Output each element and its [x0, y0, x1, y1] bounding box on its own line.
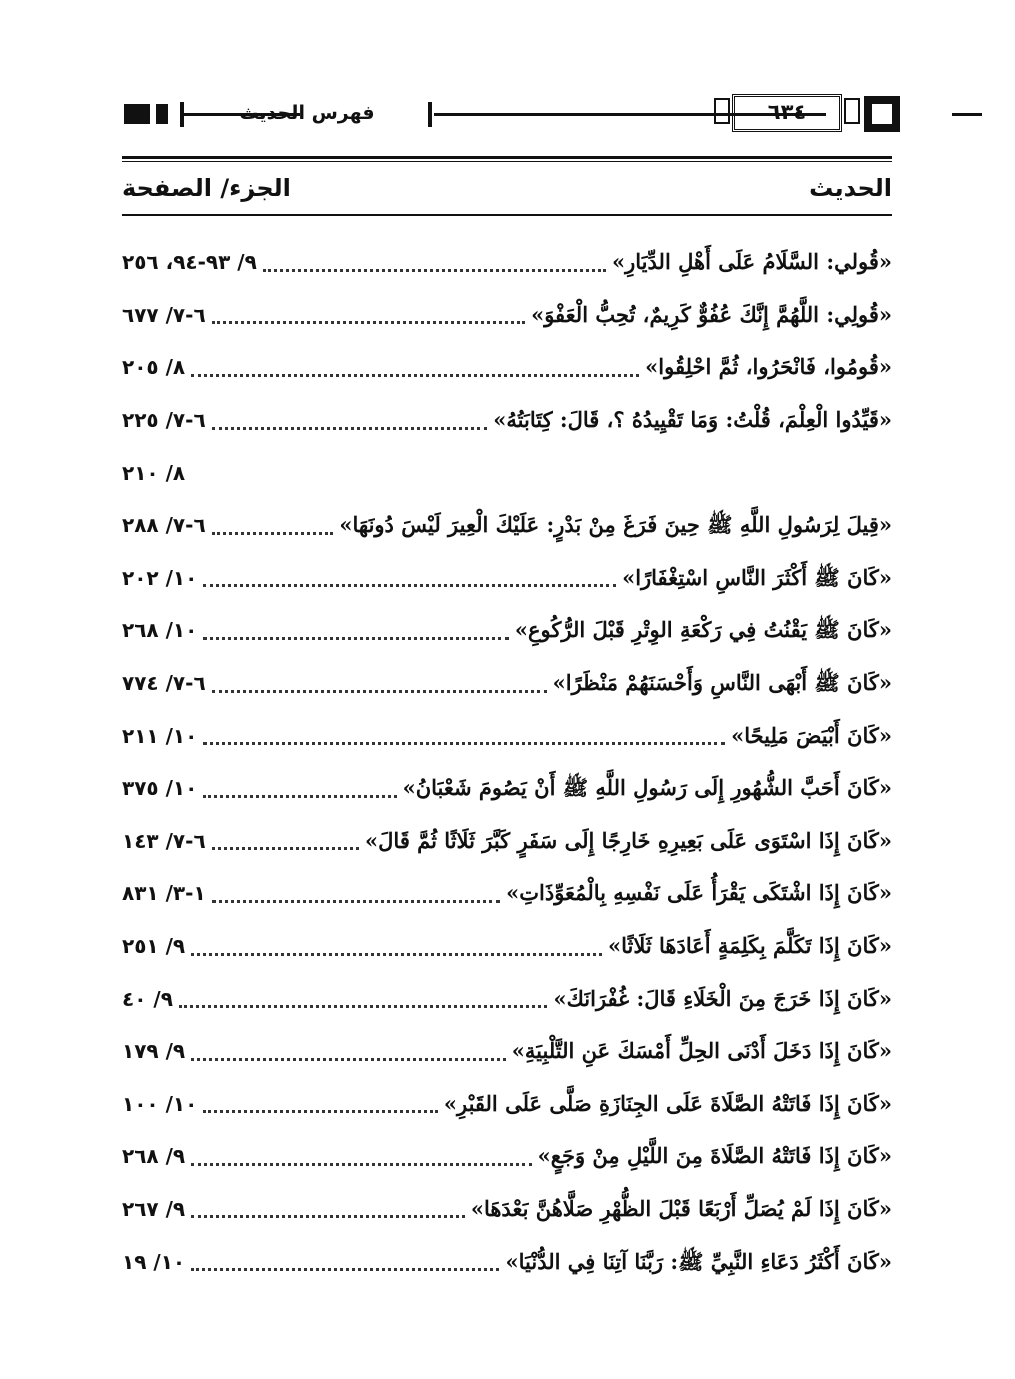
volume-page-reference: ٨/ ٢١٠ — [122, 460, 186, 485]
volume-page-reference: ١٠/ ٢١١ — [122, 723, 198, 748]
volume-page-reference: ١٠/ ٢٦٨ — [122, 618, 198, 643]
index-entry — [122, 1025, 892, 1078]
dot-leader — [191, 1163, 532, 1166]
dot-leader — [212, 427, 488, 430]
volume-page-reference: ٩/ ٤٠ — [122, 986, 173, 1011]
volume-page-reference: ٩/ ٢٦٧ — [122, 1196, 186, 1221]
index-entry — [122, 867, 892, 920]
hadith-text: «كَانَ إِذَا خَرَجَ مِنَ الْخَلَاءِ قَالَ: غُفْرَانَكَ» — [553, 985, 892, 1011]
volume-page-reference: ٦-٧/ ١٤٣ — [122, 828, 206, 853]
header-ornament — [156, 104, 168, 124]
header-square-ornament — [864, 96, 900, 132]
index-entry — [122, 499, 892, 552]
hadith-text: «كَانَ إِذَا لَمْ يُصَلِّ أَرْبَعًا قَبْلَ الظُّهْرِ صَلَّاهُنَّ بَعْدَهَا» — [470, 1195, 892, 1221]
column-header-rule — [122, 161, 892, 162]
page-number-ornament — [714, 98, 730, 124]
index-entry — [122, 762, 892, 815]
index-entry — [122, 604, 892, 657]
hadith-text: «كَانَ ﷺ يَقْنُتُ فِي رَكْعَةِ الوِتْرِ قَبْلَ الرُّكُوعِ» — [514, 617, 892, 643]
column-header-rule — [122, 156, 892, 159]
index-entry — [122, 1078, 892, 1131]
page-number-ornament — [844, 98, 860, 124]
dot-leader — [212, 900, 500, 903]
hadith-index-list — [122, 236, 892, 1288]
index-entry — [122, 394, 892, 447]
hadith-text: «قِيلَ لِرَسُولِ اللَّهِ ﷺ حِينَ فَرَغَ مِنْ بَدْرٍ: عَلَيْكَ الْعِيرَ لَيْسَ دُونَهَا» — [339, 512, 892, 538]
index-entry — [122, 709, 892, 762]
volume-page-reference: ٩/ ٢٦٨ — [122, 1144, 186, 1169]
volume-page-reference: ١٠/ ٣٧٥ — [122, 776, 198, 801]
index-entry — [122, 289, 892, 342]
index-entry — [122, 341, 892, 394]
hadith-text: «كَانَ إِذَا دَخَلَ أَدْنَى الحِلِّ أَمْسَكَ عَنِ التَّلْبِيَةِ» — [511, 1038, 892, 1064]
index-entry — [122, 657, 892, 710]
dot-leader — [263, 269, 606, 272]
dot-leader — [191, 1058, 506, 1061]
dot-leader — [203, 795, 396, 798]
hadith-text: «قَيِّدُوا الْعِلْمَ، قُلْتُ: وَمَا تَقْيِيدُهُ ؟، قَالَ: كِتَابَتُهُ» — [493, 407, 892, 433]
hadith-text: «كَانَ إِذَا اشْتَكَى يَقْرَأُ عَلَى نَفْسِهِ بِالْمُعَوِّذَاتِ» — [506, 880, 892, 906]
index-entry — [122, 1183, 892, 1236]
hadith-text: «كَانَ أَكْثَرُ دَعَاءِ النَّبِيِّ ﷺ: رَبَّنَا آتِنَا فِي الدُّنْيَا» — [505, 1248, 892, 1274]
hadith-text: «كَانَ ﷺ أَبْهَى النَّاسِ وَأَحْسَنَهُمْ مَنْظَرًا» — [552, 670, 892, 696]
dot-leader — [191, 374, 639, 377]
header-rule — [428, 102, 432, 127]
volume-page-reference: ٦-٧/ ٧٧٤ — [122, 671, 206, 696]
volume-page-reference: ٦-٧/ ٢٢٥ — [122, 408, 206, 433]
hadith-text: «كَانَ إِذَا فَاتَتْهُ الصَّلَاةَ عَلَى الجِنَازَةِ صَلَّى عَلَى القَبْرِ» — [443, 1090, 892, 1116]
column-header-hadith: الحديث — [809, 174, 892, 202]
hadith-text: «قُولِي: اللَّهُمَّ إِنَّكَ عُفُوٌّ كَرِيمٌ، تُحِبُّ الْعَفْوَ» — [531, 301, 892, 327]
dot-leader — [179, 1005, 548, 1008]
hadith-text: «كَانَ أَبْيَضَ مَلِيحًا» — [731, 722, 892, 748]
page-number: ٦٣٤ — [732, 94, 842, 132]
index-entry — [122, 920, 892, 973]
dot-leader — [212, 690, 547, 693]
dot-leader — [191, 953, 602, 956]
hadith-text: «كَانَ إِذَا اسْتَوَى عَلَى بَعِيرِهِ خَارِجًا إِلَى سَفَرٍ كَبَّرَ ثَلَاثًا ثُمَّ قَالَ» — [365, 827, 892, 853]
index-entry — [122, 552, 892, 605]
header-rule — [952, 113, 982, 116]
dot-leader — [203, 637, 509, 640]
hadith-text: «كَانَ إِذَا تَكَلَّمَ بِكَلِمَةٍ أَعَادَهَا ثَلَاثًا» — [607, 933, 892, 959]
index-entry — [122, 446, 892, 499]
dot-leader — [212, 321, 525, 324]
dot-leader — [203, 584, 616, 587]
dot-leader — [212, 847, 359, 850]
dot-leader — [191, 1268, 499, 1271]
index-entry — [122, 972, 892, 1025]
volume-page-reference: ١٠/ ١٠٠ — [122, 1091, 198, 1116]
header-ornament — [124, 104, 150, 124]
volume-page-reference: ٨/ ٢٠٥ — [122, 355, 186, 380]
volume-page-reference: ٦-٧/ ٢٨٨ — [122, 513, 206, 538]
index-entry — [122, 236, 892, 289]
volume-page-reference: ٩/ ٢٥١ — [122, 934, 186, 959]
volume-page-reference: ٩/ ١٧٩ — [122, 1039, 186, 1064]
volume-page-reference: ٦-٧/ ٦٧٧ — [122, 302, 206, 327]
column-headers — [122, 170, 892, 210]
column-header-divider — [122, 214, 892, 216]
dot-leader — [203, 742, 725, 745]
running-header — [122, 92, 892, 138]
hadith-text: «كَانَ أَحَبَّ الشُّهُورِ إِلَى رَسُولِ اللَّهِ ﷺ أَنْ يَصُومَ شَعْبَانُ» — [402, 775, 892, 801]
index-entry — [122, 1235, 892, 1288]
hadith-text: «قُولي: السَّلَامُ عَلَى أَهْلِ الدِّيَارِ» — [612, 249, 892, 275]
volume-page-reference: ١-٣/ ٨٣١ — [122, 881, 206, 906]
volume-page-reference: ١٠/ ١٩ — [122, 1249, 186, 1274]
volume-page-reference: ٩/ ٩٣-٩٤، ٢٥٦ — [122, 250, 257, 275]
column-header-reference: الجزء/ الصفحة — [122, 174, 291, 202]
hadith-text: «كَانَ ﷺ أَكْثَرَ النَّاسِ اسْتِغْفَارًا» — [622, 564, 892, 590]
dot-leader — [191, 1215, 465, 1218]
dot-leader — [212, 532, 334, 535]
header-rule — [180, 102, 184, 127]
index-entry — [122, 815, 892, 868]
dot-leader — [203, 1110, 438, 1113]
index-entry — [122, 1130, 892, 1183]
section-title: فهرس الحديث — [239, 102, 375, 124]
hadith-text: «قُومُوا، فَانْحَرُوا، ثُمَّ احْلِقُوا» — [645, 354, 892, 380]
volume-page-reference: ١٠/ ٢٠٢ — [122, 565, 198, 590]
hadith-text: «كَانَ إِذَا فَاتَتْهُ الصَّلَاةَ مِنَ اللَّيْلِ مِنْ وَجَعٍ» — [537, 1143, 892, 1169]
